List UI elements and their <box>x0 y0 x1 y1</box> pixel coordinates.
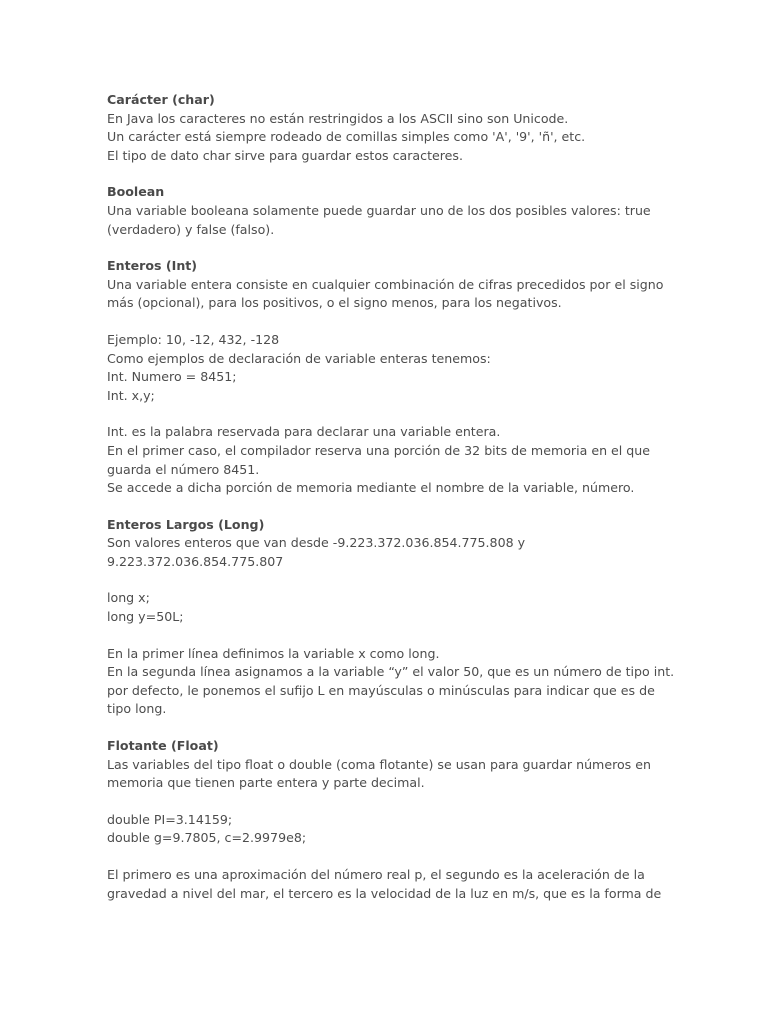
paragraph-line: Las variables del tipo float o double (coma flotante) se usan para guardar números en <box>107 756 651 772</box>
section-char <box>107 91 667 165</box>
paragraph-spacer <box>107 571 667 589</box>
paragraph-line: En Java los caracteres no están restringidos a los ASCII sino son Unicode. <box>107 110 569 126</box>
paragraph-line: Un carácter está siempre rodeado de comillas simples como 'A', '9', 'ñ', etc. <box>107 129 586 145</box>
code-line: double g=9.7805, c=2.9979e8; <box>107 830 307 846</box>
section-heading: Flotante (Float) <box>107 738 219 754</box>
section-heading: Carácter (char) <box>107 92 215 107</box>
paragraph-line: Como ejemplos de declaración de variable enteras tenemos: <box>107 350 491 366</box>
paragraph-spacer <box>107 719 667 737</box>
paragraph-spacer <box>107 405 667 423</box>
paragraph-line: Una variable entera consiste en cualquier combinación de cifras precedidos por el signo <box>107 276 664 292</box>
section-long <box>107 516 675 719</box>
paragraph-line: El primero es una aproximación del número real p, el segundo es la aceleración de la <box>107 867 645 882</box>
paragraph-line: Son valores enteros que van desde -9.223.372.036.854.775.808 y <box>107 535 526 551</box>
paragraph-line: 9.223.372.036.854.775.807 <box>107 553 284 569</box>
section-heading: Boolean <box>107 184 165 200</box>
paragraph-spacer <box>107 165 667 183</box>
paragraph-line: (verdadero) y false (falso). <box>107 221 275 237</box>
paragraph-line: En la segunda línea asignamos a la variable “y” el valor 50, que es un número de tipo int. <box>107 664 675 680</box>
paragraph-line: tipo long. <box>107 701 167 717</box>
code-line: long x; <box>107 590 150 606</box>
paragraph-spacer <box>107 848 667 866</box>
section-float <box>107 737 667 903</box>
section-heading: Enteros Largos (Long) <box>107 516 265 532</box>
paragraph-spacer <box>107 239 667 257</box>
section-heading: Enteros (Int) <box>107 258 198 274</box>
paragraph-spacer <box>107 498 667 516</box>
paragraph-line: memoria que tienen parte entera y parte decimal. <box>107 775 425 791</box>
document-page <box>107 91 675 903</box>
paragraph-line: guarda el número 8451. <box>107 461 260 477</box>
paragraph-line: más (opcional), para los positivos, o el signo menos, para los negativos. <box>107 295 562 311</box>
code-line: Int. Numero = 8451; <box>107 369 237 385</box>
paragraph-spacer <box>107 793 667 811</box>
paragraph-line: Una variable booleana solamente puede guardar uno de los dos posibles valores: true <box>107 202 651 218</box>
section-int <box>107 257 667 498</box>
paragraph-spacer <box>107 313 667 331</box>
paragraph-line: El tipo de dato char sirve para guardar estos caracteres. <box>107 147 463 163</box>
paragraph-line: Se accede a dicha porción de memoria mediante el nombre de la variable, número. <box>107 480 635 496</box>
section-boolean <box>107 183 667 239</box>
code-line: long y=50L; <box>107 609 184 625</box>
paragraph-spacer <box>107 627 667 645</box>
code-line: double PI=3.14159; <box>107 811 233 827</box>
paragraph-line: gravedad a nivel del mar, el tercero es la velocidad de la luz en m/s, que es la forma de <box>107 885 662 901</box>
paragraph-line: por defecto, le ponemos el sufijo L en mayúsculas o minúsculas para indicar que es de <box>107 682 655 698</box>
paragraph-line: Int. es la palabra reservada para declarar una variable entera. <box>107 424 501 440</box>
paragraph-line: En el primer caso, el compilador reserva una porción de 32 bits de memoria en el que <box>107 442 651 458</box>
paragraph-line: Ejemplo: 10, -12, 432, -128 <box>107 331 280 347</box>
paragraph-line: En la primer línea definimos la variable x como long. <box>107 645 440 661</box>
code-line: Int. x,y; <box>107 387 155 403</box>
